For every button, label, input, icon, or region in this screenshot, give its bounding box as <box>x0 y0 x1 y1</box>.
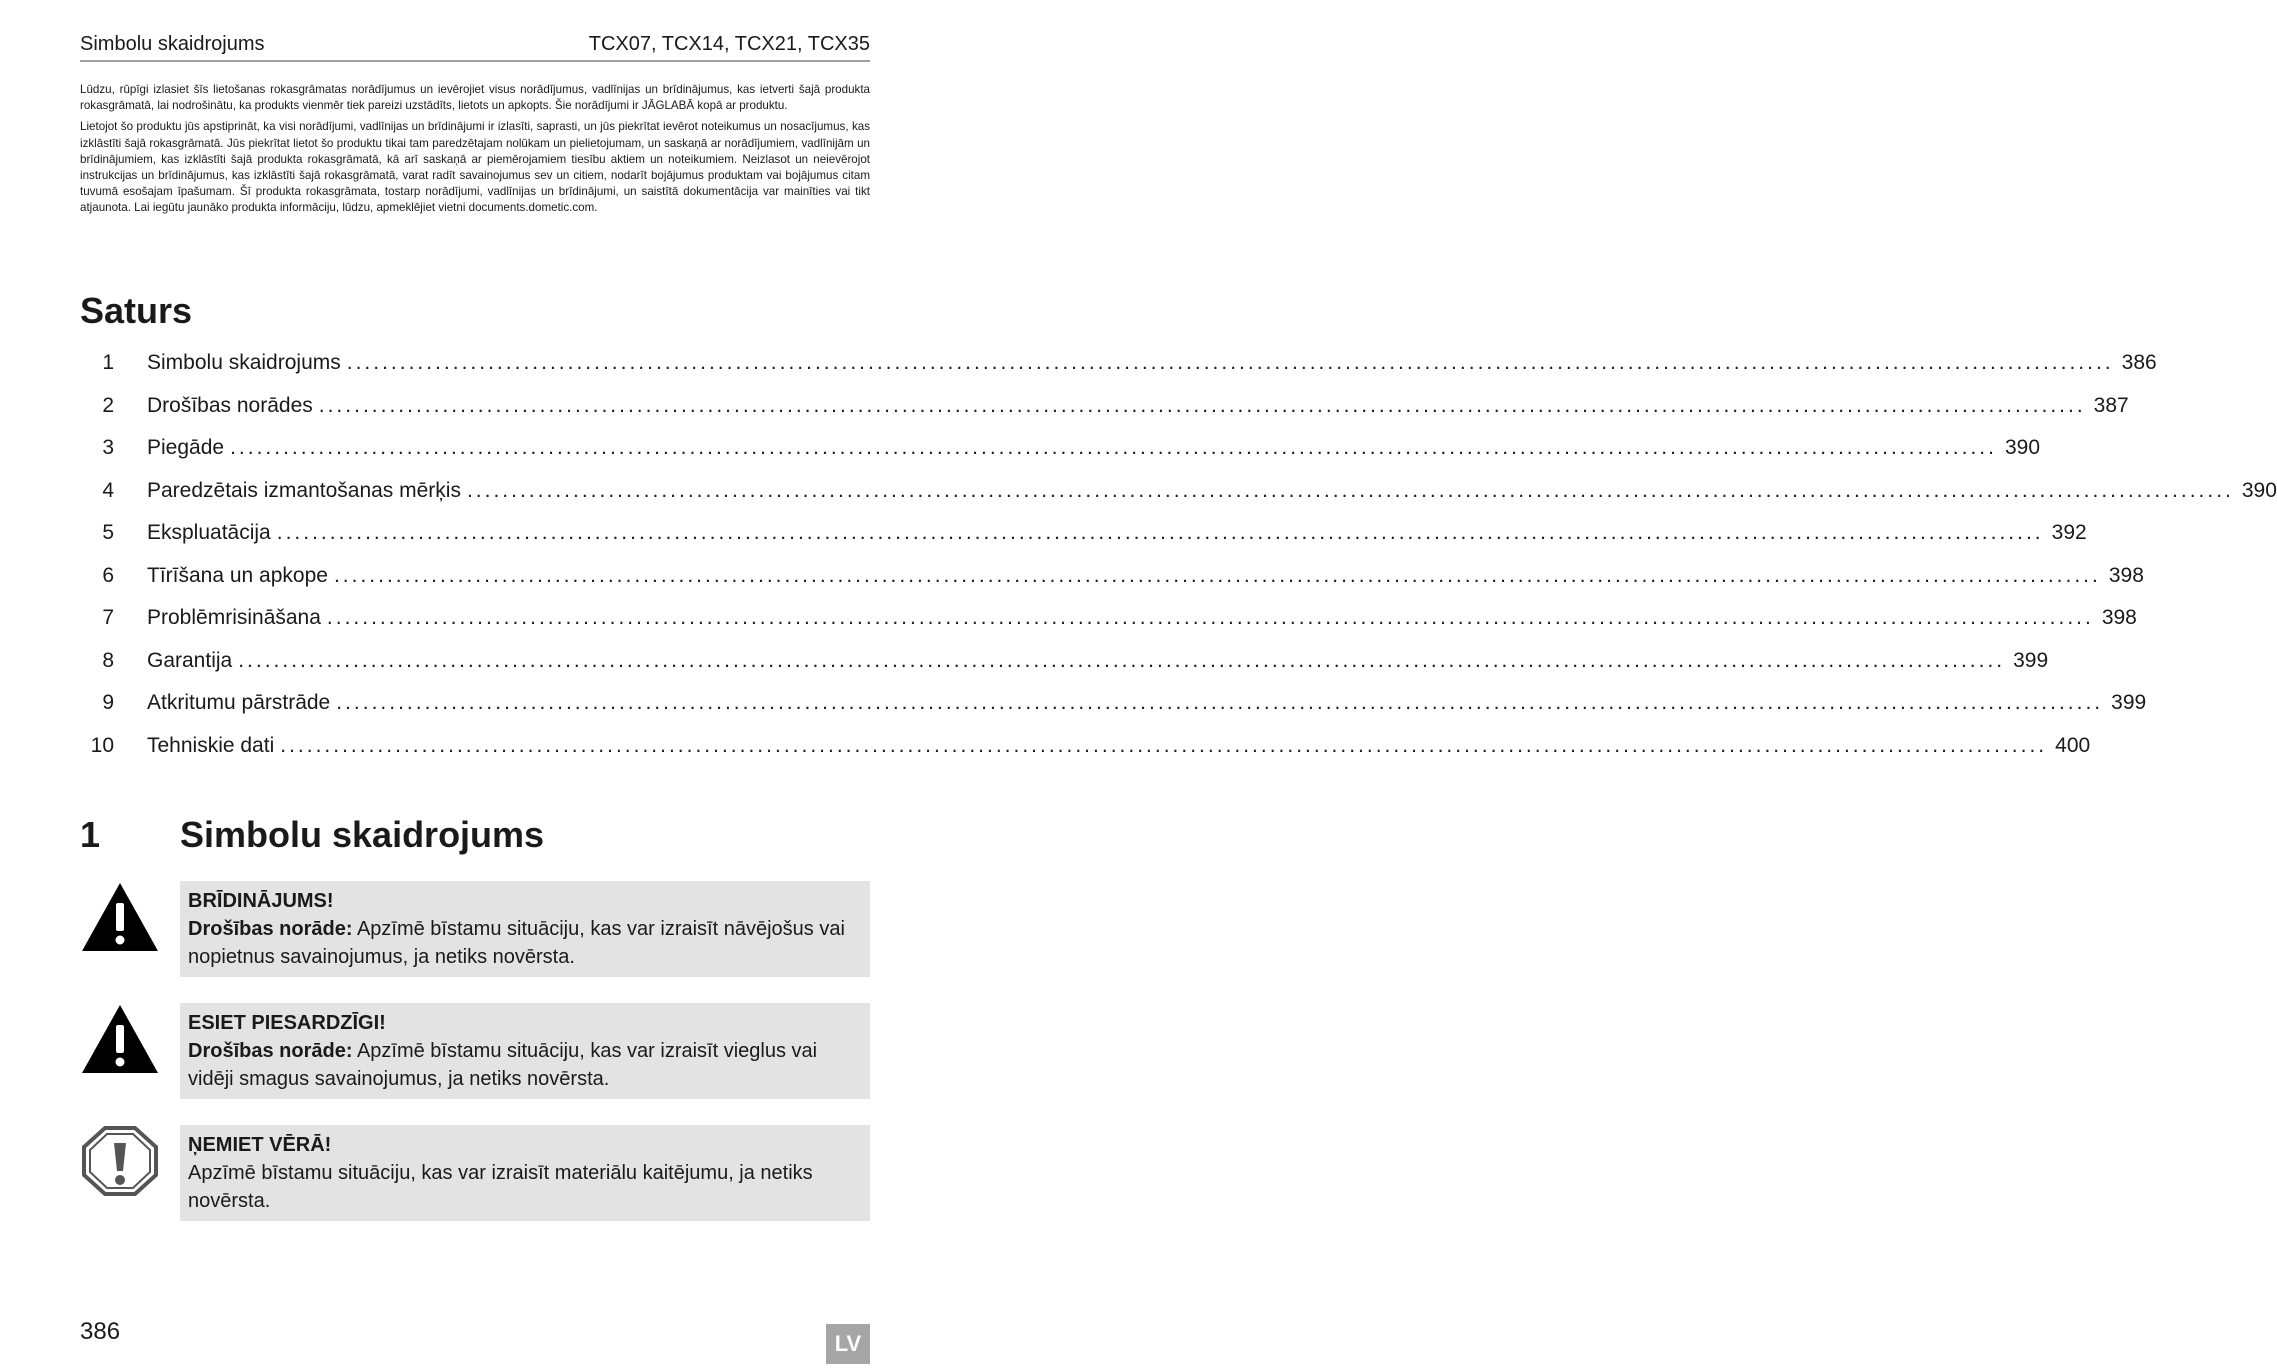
toc-item[interactable] <box>80 385 2129 428</box>
toc-item[interactable] <box>80 597 2137 640</box>
warning-heading: BRĪDINĀJUMS! <box>188 890 334 912</box>
toc-item-page: 400 <box>2055 733 2091 757</box>
warning-triangle-icon <box>80 881 160 953</box>
caution-lead: Drošības norāde: <box>188 1040 353 1062</box>
caution-text: Apzīmē bīstamu situāciju, kas var izraisīt vieglus vai vidēji smagus savainojumus, ja netiks novērsta. <box>188 1040 818 1090</box>
section-number: 1 <box>80 814 101 855</box>
intro-text <box>80 82 870 222</box>
toc-item-label: Atkritumu pārstrāde <box>147 691 331 715</box>
notice-text: Apzīmē bīstamu situāciju, kas var izraisīt materiālu kaitējumu, ja netiks novērsta. <box>188 1162 813 1212</box>
toc-leader-dots: ........................................................................................................................................................................................................ <box>333 563 2101 587</box>
section-title: Simbolu skaidrojums <box>180 814 545 855</box>
toc-title: Saturs <box>80 290 193 331</box>
caution-heading: ESIET PIESARDZĪGI! <box>188 1012 386 1034</box>
toc-item[interactable] <box>80 427 2041 470</box>
intro-paragraph-1: Lūdzu, rūpīgi izlasiet šīs lietošanas rokasgrāmatas norādījumus un ievērojiet visus norādījumus, vadlīnijas un brīdinājumus, kas ietverti šajā produkta rokasgrāmatā, lai nodrošinātu, ka produkts vienmēr tiek pareizi uzstādīts, lietots un apkopts. Šie norādījumi ir JĀGLABĀ kopā ar produktu. <box>80 83 870 113</box>
toc-item[interactable] <box>80 682 2147 725</box>
toc-leader-dots: ........................................................................................................................................................................................................ <box>230 436 1997 460</box>
toc-leader-dots: ........................................................................................................................................................................................................ <box>346 351 2114 375</box>
toc-item-number: 5 <box>102 521 114 545</box>
toc-item-label: Simbolu skaidrojums <box>147 351 341 375</box>
toc-item-label: Problēmrisināšana <box>147 606 321 630</box>
toc-leader-dots: ........................................................................................................................................................................................................ <box>276 521 2044 545</box>
toc-item-page: 387 <box>2093 393 2129 417</box>
table-of-contents <box>80 342 2277 767</box>
toc-item-label: Piegāde <box>147 436 225 460</box>
toc-item-label: Tehniskie dati <box>147 733 275 757</box>
toc-item-number: 4 <box>102 478 114 502</box>
toc-leader-dots: ........................................................................................................................................................................................................ <box>318 393 2086 417</box>
warning-lead: Drošības norāde: <box>188 918 353 940</box>
toc-item[interactable] <box>80 342 2157 385</box>
caution-triangle-icon <box>80 1003 160 1075</box>
toc-item-page: 398 <box>2101 606 2137 630</box>
toc-item-page: 390 <box>2241 478 2277 502</box>
header-section-title: Simbolu skaidrojums <box>80 33 265 55</box>
toc-item-page: 398 <box>2108 563 2144 587</box>
material-damage-notice-box <box>180 1125 870 1221</box>
toc-leader-dots: ........................................................................................................................................................................................................ <box>280 733 2048 757</box>
toc-item[interactable] <box>80 640 2049 683</box>
toc-item-number: 8 <box>102 648 114 672</box>
toc-item-label: Paredzētais izmantošanas mērķis <box>147 478 461 502</box>
caution-notice-box <box>180 1003 870 1099</box>
toc-item-page: 399 <box>2111 691 2147 715</box>
toc-item[interactable] <box>80 512 2087 555</box>
warning-text: Apzīmē bīstamu situāciju, kas var izraisīt nāvējošus vai nopietnus savainojumus, ja netiks novērsta. <box>188 918 845 968</box>
language-badge: LV <box>826 1324 870 1364</box>
toc-item-number: 6 <box>102 563 114 587</box>
header-models: TCX07, TCX14, TCX21, TCX35 <box>588 33 870 55</box>
toc-item[interactable] <box>80 725 2091 768</box>
warning-notice-box <box>180 881 870 977</box>
page-number: 386 <box>80 1318 121 1345</box>
toc-item-label: Ekspluatācija <box>147 521 271 545</box>
toc-item[interactable] <box>80 470 2277 513</box>
toc-leader-dots: ........................................................................................................................................................................................................ <box>336 691 2104 715</box>
toc-item-page: 386 <box>2121 351 2157 375</box>
toc-item-page: 390 <box>2004 436 2041 460</box>
notice-heading: ŅEMIET VĒRĀ! <box>188 1134 332 1156</box>
page-header <box>80 30 870 62</box>
toc-item-label: Garantija <box>147 648 233 672</box>
toc-item-number: 10 <box>90 733 114 757</box>
toc-item-page: 399 <box>2013 648 2049 672</box>
toc-item-number: 2 <box>102 393 114 417</box>
toc-item-label: Tīrīšana un apkope <box>147 563 328 587</box>
toc-item[interactable] <box>80 555 2144 598</box>
intro-paragraph-2: Lietojot šo produktu jūs apstiprināt, ka visi norādījumi, vadlīnijas un brīdinājumi ir izlasīti, saprasti, un jūs piekrītat ievērot noteikumus un nosacījumus, kas izklāstīti šajā rokasgrāmatā. Jūs piekrītat lietot šo produktu tikai tam paredzētajam nolūkam un pielietojumam, un saskaņā ar norādījumiem, vadlīnijām un brīdinājumiem, kas izklāstīti šajā produkta rokasgrāmatā, kā arī saskaņā ar piemērojamiem tiesību aktiem un noteikumiem. Neizlasot un neievērojot instrukcijas un brīdinājumus, kas izklāstīti šajā rokasgrāmatā, varat radīt savainojumus sev un citiem, nodarīt bojājumus produktam vai bojājumus citam tuvumā esošajam īpašumam. Šī produkta rokasgrāmata, tostarp norādījumi, vadlīnijas un brīdinājumi, un saistītā dokumentācija var mainīties vai tikt atjaunota. Lai iegūtu jaunāko produkta informāciju, lūdzu, apmeklējiet vietni documents.dometic.com. <box>80 120 870 215</box>
toc-item-number: 7 <box>102 606 114 630</box>
toc-item-page: 392 <box>2051 521 2087 545</box>
toc-item-number: 3 <box>102 436 114 460</box>
toc-leader-dots: ........................................................................................................................................................................................................ <box>238 648 2006 672</box>
toc-item-number: 1 <box>102 351 114 375</box>
toc-leader-dots: ........................................................................................................................................................................................................ <box>466 478 2234 502</box>
toc-item-label: Drošības norādes <box>147 393 313 417</box>
toc-leader-dots: ........................................................................................................................................................................................................ <box>326 606 2094 630</box>
toc-item-number: 9 <box>102 691 114 715</box>
octagon-exclamation-icon <box>80 1125 160 1197</box>
